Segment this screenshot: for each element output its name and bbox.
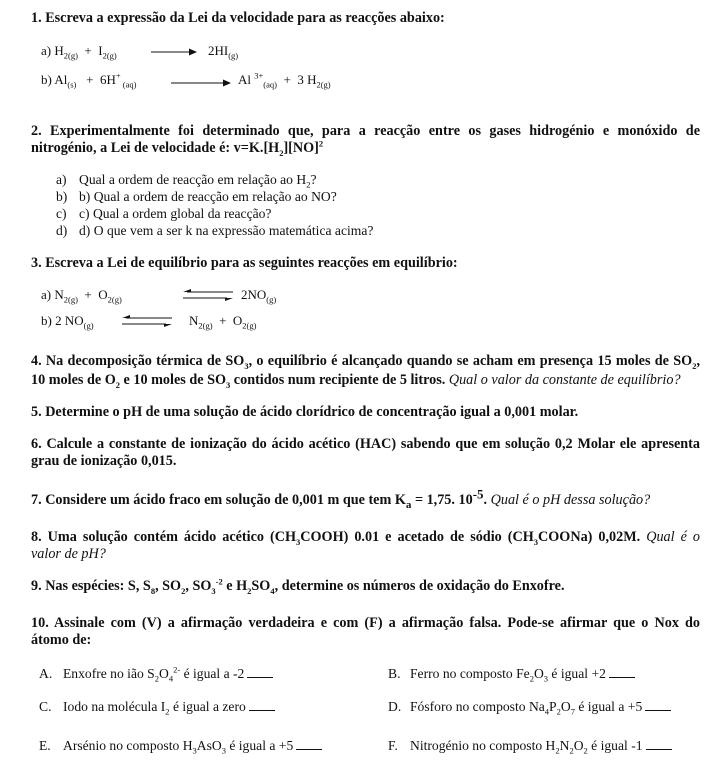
q3-a-product: $2NO_{(g)}$ xyxy=(241,287,277,305)
q1-a-arrow-icon xyxy=(151,47,197,57)
q3-a-equilibrium-arrow-icon xyxy=(183,288,233,302)
q1-reaction-b: b) $Al_{(s)} + 6H^+$ $_{(aq)}$ xyxy=(41,70,137,90)
answer-blank[interactable] xyxy=(296,749,322,750)
q9-text: 9. Nas espécies: S, $S_8$, $SO_2$, $SO_3^{-2}$ e $H_2SO_4$, determine os números de oxidação do Enxofre. xyxy=(31,576,565,596)
q4-line1: 4. Na decomposição térmica de $SO_3$, o equilíbrio é alcançado quando se acham em presença 15 moles de $SO_2$, xyxy=(31,353,700,371)
q10-option-c: C. Iodo na molécula $I_2$ é igual a zero xyxy=(39,699,275,715)
q10-option-a: A. Enxofre no ião $S_2O_4^{2-}$ é igual a -2 xyxy=(39,666,273,682)
q10-option-d: D. Fósforo no composto $Na_4P_2O_7$ é igual a +5 xyxy=(388,699,671,715)
q10-option-f: F. Nitrogénio no composto $H_2N_2O_2$ é igual -1 xyxy=(388,738,672,754)
q1-b-product: Al $^{3+}_{(aq)}$ + 3 $H_{2(g)}$ xyxy=(238,70,331,90)
q2-item-c: c) c) Qual a ordem global da reacção? xyxy=(56,206,272,221)
q2-item-b: b) b) Qual a ordem de reacção em relação ao NO? xyxy=(56,189,337,204)
q3-reaction-b: b) 2 $NO_{(g)}$ xyxy=(41,313,94,331)
q8-line2: valor de pH? xyxy=(31,546,106,562)
q10-line1: 10. Assinale com (V) a afirmação verdadeira e com (F) a afirmação falsa. Pode-se afirmar que o Nox do xyxy=(31,615,700,631)
q2-item-d: d) d) O que vem a ser k na expressão matemática acima? xyxy=(56,223,374,238)
q1-a-product: $2HI_{(g)}$ xyxy=(208,43,239,61)
q6-line1: 6. Calcule a constante de ionização do ácido acético (HAC) sabendo que em solução 0,2 Molar ele apresenta xyxy=(31,436,700,452)
q3-reaction-a: a) $N_{2(g)} + O_{2(g)}$ xyxy=(41,287,122,305)
q1-reaction-a: a) $H_{2(g)} + I_{2(g)}$ xyxy=(41,43,117,61)
answer-blank[interactable] xyxy=(646,749,672,750)
q10-line2: átomo de: xyxy=(31,632,92,648)
q1-b-arrow-icon xyxy=(171,78,231,88)
q5-text: 5. Determine o pH de uma solução de ácido clorídrico de concentração igual a 0,001 molar. xyxy=(31,404,579,420)
q8-line1: 8. Uma solução contém ácido acético $(CH_3COOH)$ 0.01 e acetado de sódio $(CH_3COONa)$ 0,02M. Qual é o xyxy=(31,529,700,547)
q1-title: 1. Escreva a expressão da Lei da velocidade para as reacções abaixo: xyxy=(31,10,445,26)
q2-line2: nitrogénio, a Lei de velocidade é: $v=K.[H_2][NO]^2$ xyxy=(31,138,324,158)
answer-blank[interactable] xyxy=(609,677,635,678)
q2-line1: 2. Experimentalmente foi determinado que, para a reacção entre os gases hidrogénio e monóxido de xyxy=(31,123,700,139)
q3-b-equilibrium-arrow-icon xyxy=(122,314,172,328)
answer-blank[interactable] xyxy=(249,710,275,711)
q10-option-e: E. Arsénio no composto $H_3AsO_3$ é igual a +5 xyxy=(39,738,322,754)
q7-text: 7. Considere um ácido fraco em solução de 0,001 m que tem $K_a = 1,75$. $10^{-5}$. Qual é o pH dessa solução? xyxy=(31,486,651,511)
q2-item-a: a) Qual a ordem de reacção em relação ao $H_2$? xyxy=(56,172,317,190)
q10-option-b: B. Ferro no composto $Fe_2O_3$ é igual +2 xyxy=(388,666,635,682)
answer-blank[interactable] xyxy=(645,710,671,711)
q6-line2: grau de ionização 0,015. xyxy=(31,453,177,469)
q3-title: 3. Escreva a Lei de equilíbrio para as seguintes reacções em equilíbrio: xyxy=(31,255,458,271)
answer-blank[interactable] xyxy=(247,677,273,678)
q4-line2: 10 moles de $O_2$ e 10 moles de $SO_3$ contidos num recipiente de 5 litros. Qual o valor da constante de equilíbrio? xyxy=(31,372,681,390)
q4-question: Qual o valor da constante de equilíbrio? xyxy=(448,372,681,388)
q3-b-product: $N_{2(g)} + O_{2(g)}$ xyxy=(189,313,257,331)
